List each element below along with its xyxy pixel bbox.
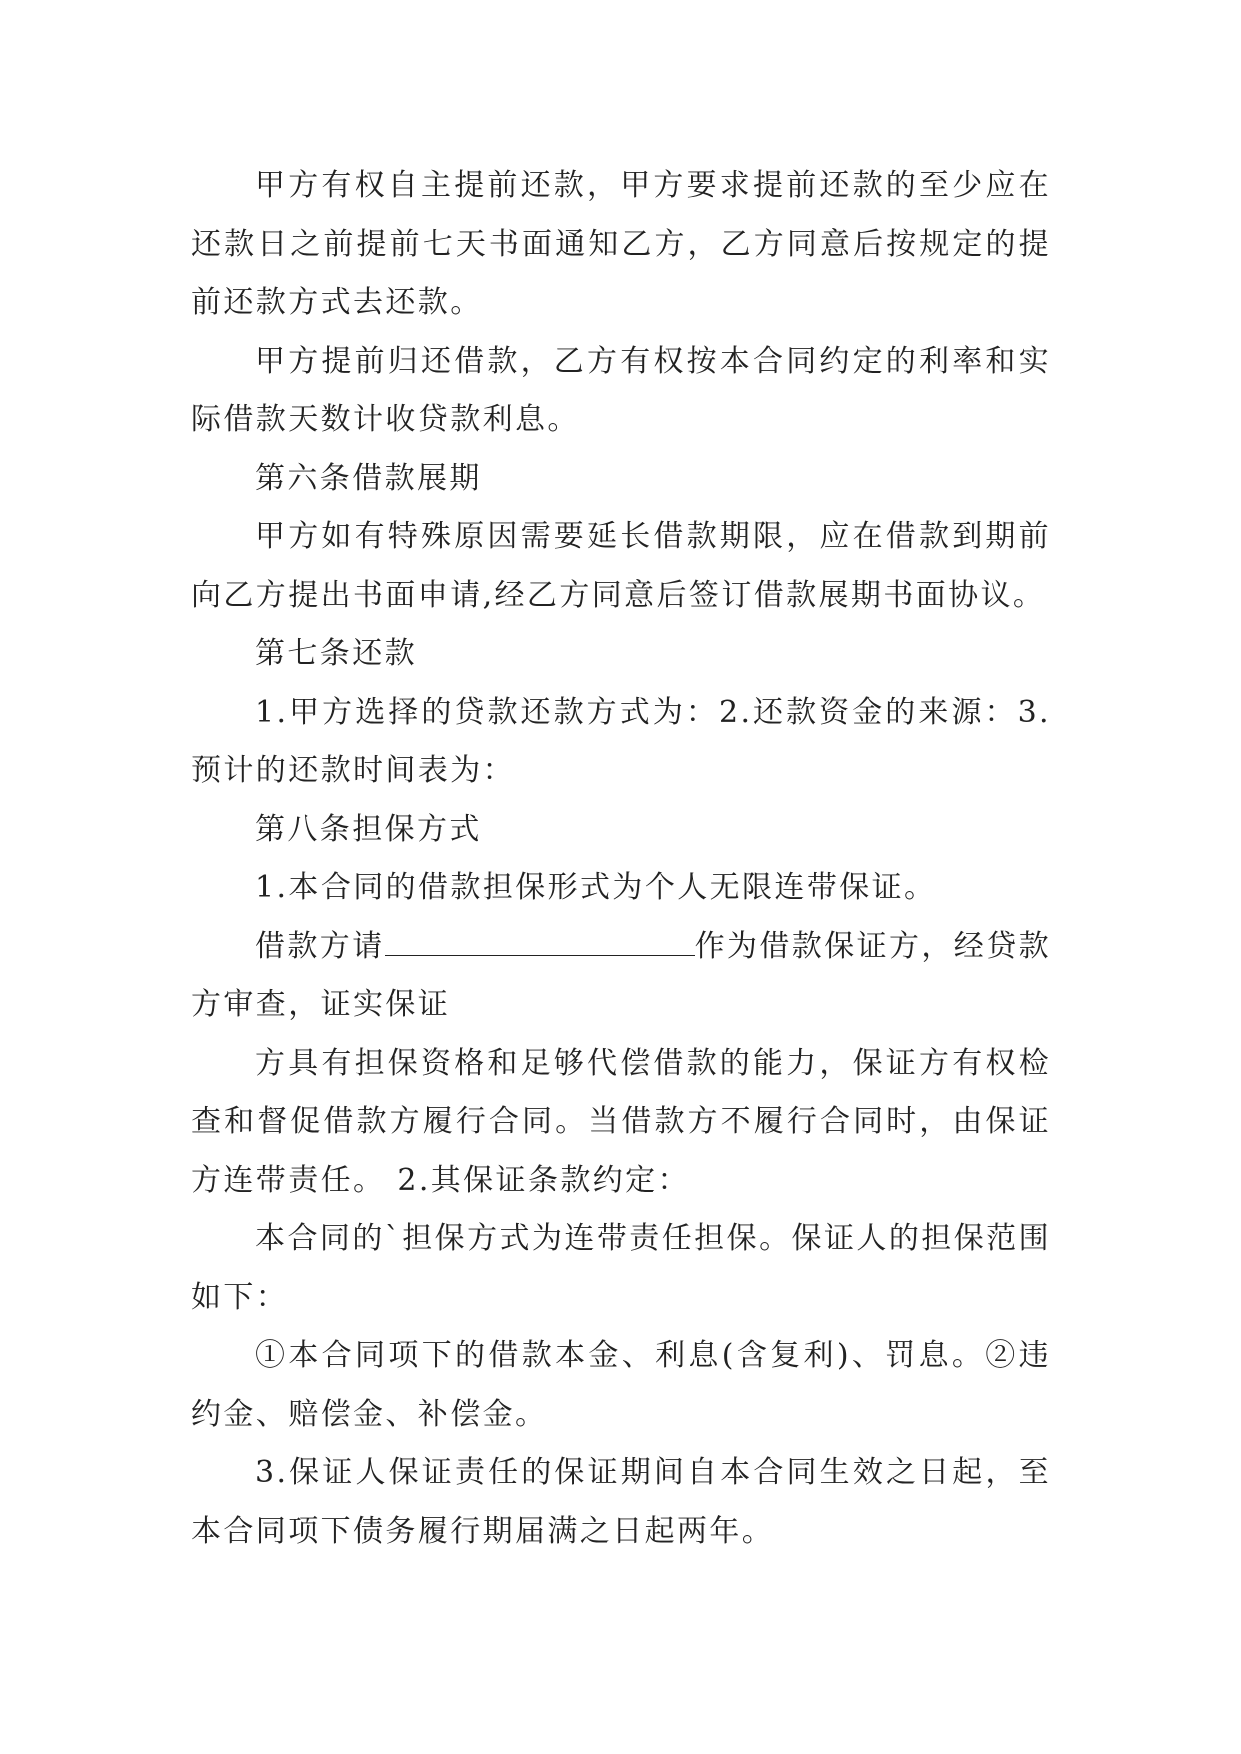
guarantor-text-after: 作为借款保证方，经贷款方审查，证实保证 — [191, 928, 1052, 1022]
paragraph-guarantee-form: 1.本合同的借款担保形式为个人无限连带保证。 — [255, 870, 937, 905]
guarantor-blank-line — [385, 923, 695, 956]
paragraph-repayment-items: 1.甲方选择的贷款还款方式为：2.还款资金的来源：3.预计的还款时间表为： — [191, 694, 1051, 788]
paragraph-guarantor — [191, 918, 1051, 1035]
paragraph-guarantor-ability: 方具有担保资格和足够代偿借款的能力，保证方有权检查和督促借款方履行合同。当借款方不履行合同时，由保证方连带责任。 2.其保证条款约定： — [191, 1045, 1051, 1198]
heading-article-8: 第八条担保方式 — [255, 811, 482, 847]
paragraph-extension: 甲方如有特殊原因需要延长借款期限，应在借款到期前向乙方提出书面申请,经乙方同意后签订借款展期书面协议。 — [191, 519, 1051, 613]
paragraph-guarantee-scope: 本合同的`担保方式为连带责任担保。保证人的担保范围如下： — [191, 1221, 1051, 1315]
paragraph-scope-items: ①本合同项下的借款本金、利息(含复利)、罚息。②违约金、赔偿金、补偿金。 — [191, 1338, 1051, 1432]
paragraph-early-return-interest: 甲方提前归还借款，乙方有权按本合同约定的利率和实际借款天数计收贷款利息。 — [191, 343, 1051, 437]
heading-article-6: 第六条借款展期 — [255, 460, 482, 496]
paragraph-guarantee-period: 3.保证人保证责任的保证期间自本合同生效之日起，至本合同项下债务履行期届满之日起两年。 — [191, 1455, 1051, 1549]
guarantor-text-before: 借款方请 — [255, 928, 385, 964]
heading-article-7: 第七条还款 — [255, 636, 417, 671]
paragraph-early-repayment: 甲方有权自主提前还款，甲方要求提前还款的至少应在还款日之前提前七天书面通知乙方，乙方同意后按规定的提前还款方式去还款。 — [191, 168, 1051, 320]
document-body — [191, 157, 1051, 1561]
